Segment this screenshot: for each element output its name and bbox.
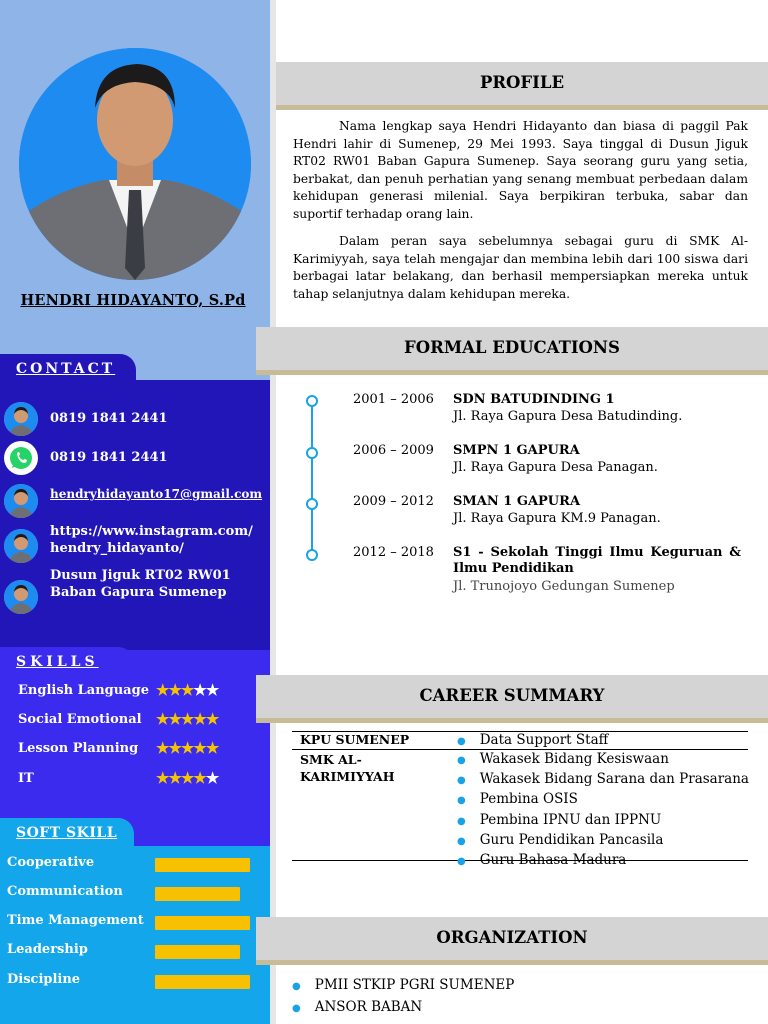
star-empty-icon: ★ (205, 681, 219, 699)
whatsapp-text: 0819 1841 2441 (50, 450, 168, 465)
instagram-line1: https://www.instagram.com/ (50, 524, 253, 539)
career-header (256, 675, 768, 723)
star-rating (156, 710, 218, 728)
skill-row (18, 771, 258, 786)
profile-header (276, 62, 768, 110)
soft-skill-bar (155, 916, 250, 930)
skill-label: Social Emotional (18, 712, 142, 727)
skill-label: English Language (18, 683, 149, 698)
career-role (457, 811, 749, 831)
edu-school: SDN BATUDINDING 1 (453, 392, 615, 407)
bullet-icon: ● (292, 1003, 301, 1014)
edu-school: S1 - Sekolah Tinggi Ilmu Keguruan & Ilmu Pendidikan (453, 545, 741, 576)
address-line2: Baban Gapura Sumenep (50, 585, 227, 600)
career-role-text: Guru Bahasa Madura (479, 852, 627, 869)
soft-skill-bar (155, 975, 250, 989)
bullet-icon: ● (292, 981, 301, 992)
contact-instagram[interactable] (4, 524, 266, 563)
career-org: KPU SUMENEP (300, 732, 410, 747)
soft-skill-label: Discipline (7, 972, 81, 987)
edu-years: 2001 – 2006 (353, 392, 434, 407)
timeline-dot (306, 395, 318, 407)
star-filled-icon: ★ (193, 739, 206, 757)
skills-heading: SKILLS (0, 647, 134, 677)
soft-skill-bar (155, 858, 250, 872)
bullet-icon: ● (457, 795, 466, 807)
soft-skill-panel (0, 846, 272, 1024)
education-title: FORMAL EDUCATIONS (404, 338, 620, 357)
career-role (457, 770, 749, 790)
edu-years: 2012 – 2018 (353, 545, 434, 560)
whatsapp-icon (4, 441, 38, 475)
bullet-icon: ● (457, 815, 466, 827)
career-title: CAREER SUMMARY (419, 686, 605, 705)
contact-heading: CONTACT (0, 354, 136, 384)
sidebar (0, 0, 272, 1024)
person-photo-icon (4, 529, 38, 563)
address-line1: Dusun Jiguk RT02 RW01 (50, 568, 231, 583)
timeline-dot (306, 447, 318, 459)
career-role (457, 750, 749, 770)
organization-title: ORGANIZATION (436, 928, 588, 947)
edu-address: Jl. Raya Gapura Desa Batudinding. (453, 409, 683, 424)
career-role-text: Wakasek Bidang Sarana dan Prasarana (479, 771, 749, 788)
star-filled-icon: ★ (180, 769, 194, 787)
star-empty-icon: ★ (205, 769, 219, 787)
column-divider (270, 0, 276, 1024)
career-role (457, 851, 749, 871)
skill-label: Lesson Planning (18, 741, 139, 756)
contact-address (4, 568, 266, 614)
edu-school: SMAN 1 GAPURA (453, 494, 581, 509)
edu-address: Jl. Trunojoyo Gedungan Sumenep (453, 579, 675, 594)
soft-skill-row (7, 913, 257, 928)
star-empty-icon: ★ (193, 681, 206, 699)
soft-skill-row (7, 942, 257, 957)
soft-skill-row (7, 972, 257, 987)
career-role-text: Guru Pendidikan Pancasila (479, 831, 664, 848)
soft-skill-label: Cooperative (7, 855, 95, 870)
organization-list (292, 975, 514, 1019)
bullet-icon: ● (457, 775, 466, 787)
instagram-line2: hendry_hidayanto/ (50, 541, 184, 556)
career-role (457, 831, 749, 851)
star-filled-icon: ★ (168, 710, 181, 728)
organization-header (256, 917, 768, 965)
contact-email[interactable] (4, 484, 266, 518)
person-photo-icon (4, 402, 38, 436)
career-role-list (457, 750, 749, 871)
instagram-link[interactable] (50, 522, 253, 557)
soft-skill-label: Leadership (7, 942, 88, 957)
profile-title: PROFILE (479, 73, 565, 92)
star-filled-icon: ★ (168, 681, 181, 699)
edu-years: 2009 – 2012 (353, 494, 434, 509)
star-filled-icon: ★ (205, 739, 219, 757)
email-link[interactable]: hendryhidayanto17@gmail.com (50, 487, 263, 501)
person-photo-icon (4, 580, 38, 614)
organization-name: ANSOR BABAN (314, 999, 423, 1015)
bullet-icon: ● (457, 856, 466, 868)
edu-address: Jl. Raya Gapura Desa Panagan. (453, 460, 658, 475)
star-filled-icon: ★ (205, 710, 219, 728)
star-rating (156, 769, 218, 787)
star-filled-icon: ★ (156, 710, 169, 728)
address-text (50, 566, 231, 601)
star-filled-icon: ★ (193, 710, 206, 728)
person-photo-icon (4, 484, 38, 518)
star-filled-icon: ★ (156, 739, 169, 757)
header-stripe (256, 718, 768, 723)
career-role (457, 790, 749, 810)
star-rating (156, 681, 218, 699)
star-rating (156, 739, 218, 757)
timeline-line (311, 400, 313, 556)
profile-photo (19, 48, 251, 280)
edu-years: 2006 – 2009 (353, 443, 434, 458)
star-filled-icon: ★ (168, 769, 181, 787)
skill-row (18, 741, 258, 756)
bullet-icon: ● (457, 755, 466, 766)
star-filled-icon: ★ (168, 739, 181, 757)
header-stripe (256, 960, 768, 965)
profile-text (293, 118, 748, 313)
header-stripe (256, 370, 768, 375)
career-org: SMK AL-KARIMIYYAH (300, 752, 395, 784)
career-role-text: Pembina OSIS (479, 791, 578, 808)
star-filled-icon: ★ (180, 681, 194, 699)
education-header (256, 327, 768, 375)
career-role-text: Pembina IPNU dan IPPNU (479, 811, 662, 828)
timeline-dot (306, 498, 318, 510)
organization-name: PMII STKIP PGRI SUMENEP (314, 977, 515, 993)
soft-skill-bar (155, 945, 240, 959)
star-filled-icon: ★ (180, 710, 194, 728)
phone-text: 0819 1841 2441 (50, 411, 168, 426)
star-filled-icon: ★ (180, 739, 194, 757)
bullet-icon: ● (457, 736, 466, 747)
career-role-text: Wakasek Bidang Kesiswaan (479, 751, 669, 767)
contact-whatsapp[interactable] (4, 441, 266, 475)
star-filled-icon: ★ (156, 769, 169, 787)
person-name: HENDRI HIDAYANTO, S.Pd (20, 292, 246, 309)
star-filled-icon: ★ (193, 769, 206, 787)
header-stripe (276, 105, 768, 110)
edu-school: SMPN 1 GAPURA (453, 443, 580, 458)
list-item (292, 975, 514, 997)
soft-skill-label: Communication (7, 884, 123, 899)
career-role-text: Data Support Staff (479, 732, 609, 748)
soft-skill-bar (155, 887, 240, 901)
soft-skill-label: Time Management (7, 913, 144, 928)
soft-skill-row (7, 855, 257, 870)
bullet-icon: ● (457, 835, 466, 847)
career-role (457, 732, 608, 748)
skill-label: IT (18, 771, 34, 786)
timeline-dot (306, 549, 318, 561)
skill-row (18, 712, 258, 727)
soft-skill-heading: SOFT SKILL (0, 818, 134, 848)
profile-paragraph-2: Dalam peran saya sebelumnya sebagai guru di SMK Al-Karimiyyah, saya telah mengajar dan membina lebih dari 100 siswa dari berbagai latar belakang, dan berhasil mempersiapkan mereka untuk tahap selanjutnya dalam kehidupan mereka. (293, 234, 748, 301)
contact-phone[interactable] (4, 402, 266, 436)
skill-row (18, 683, 258, 698)
soft-skill-row (7, 884, 257, 899)
list-item (292, 997, 514, 1019)
star-filled-icon: ★ (156, 681, 169, 699)
profile-paragraph-1: Nama lengkap saya Hendri Hidayanto dan biasa di paggil Pak Hendri lahir di Sumenep, 29 Mei 1993. Saya tinggal di Dusun Jiguk RT02 RW01 Baban Gapura Sumenep. Saya seorang guru yang setia, berbakat, dan penuh perhatian yang senang membuat perbedaan dalam kehidupan generasi milenial. Saya berpikiran terbuka, sabar dan suportif terhadap orang lain. (293, 119, 748, 221)
edu-address: Jl. Raya Gapura KM.9 Panagan. (453, 511, 661, 526)
